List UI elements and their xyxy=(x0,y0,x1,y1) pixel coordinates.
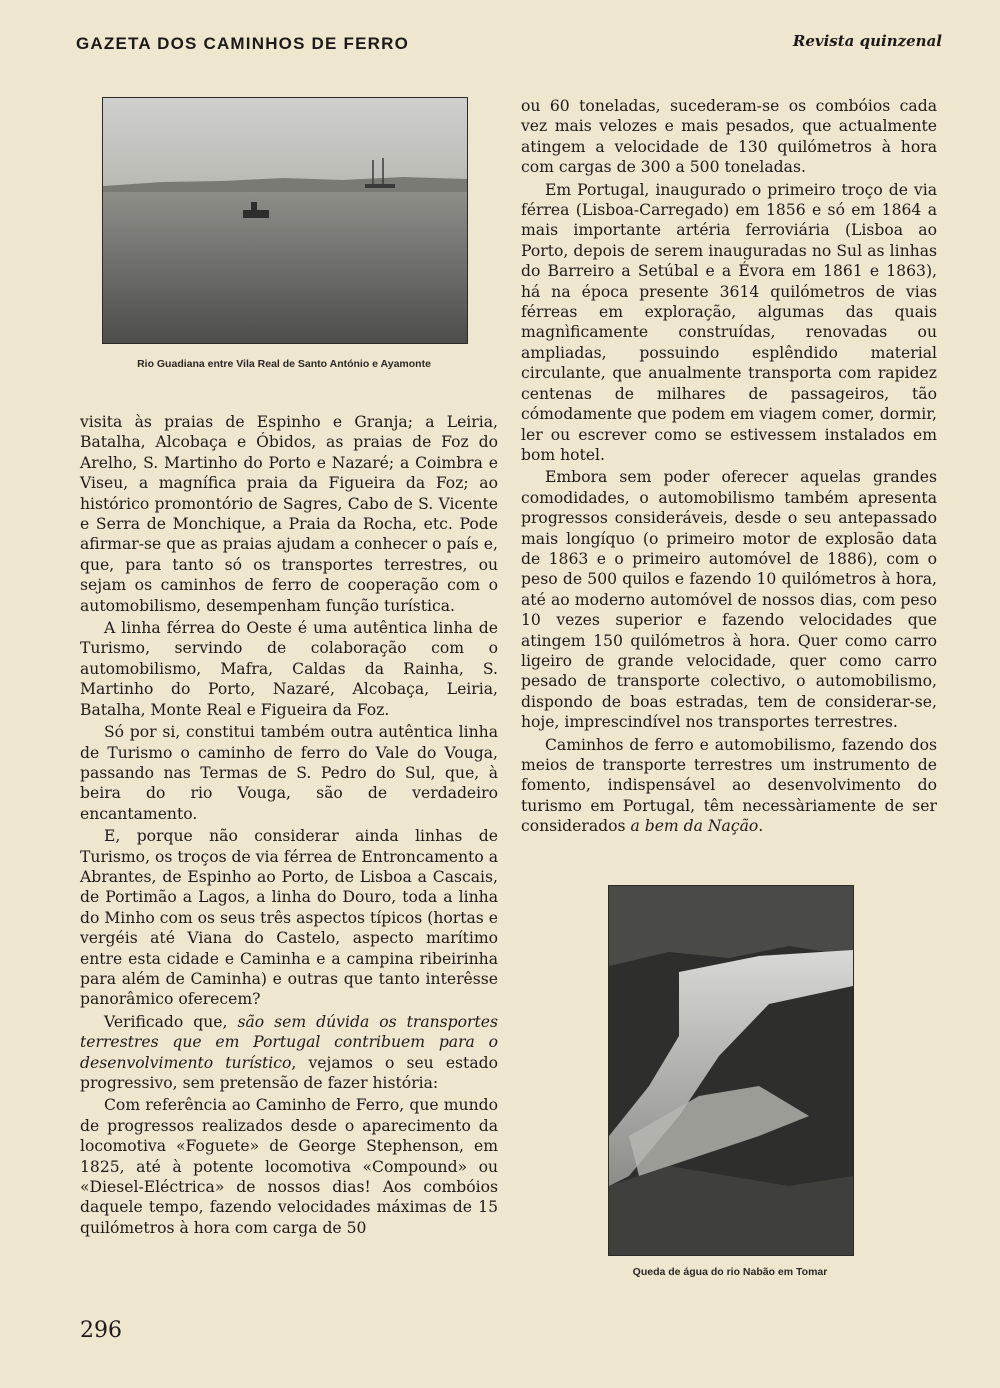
paragraph: E, porque não considerar ainda linhas de Turismo, os troços de via férrea de Entroncamento a Abrantes, de Espinho ao Porto, de Lisboa a Cascais, de Portimão a Lagos, a linha do Douro, toda a linha do Minho com os seus três aspectos típicos (hortas e vergéis até Viana do Castelo, aspecto marítimo entre esta cidade e Caminha e a campina ribeirinha para além de Caminha) e outras que tanto interêsse panorâmico oferecem? xyxy=(80,827,498,1009)
paragraph: A linha férrea do Oeste é uma autêntica linha de Turismo, servindo de colaboração com o automobilismo, Mafra, Caldas da Rainha, S. Martinho do Porto, Nazaré, Alcobaça, Leiria, Batalha, Monte Real e Figueira da Foz. xyxy=(80,619,498,719)
paragraph: visita às praias de Espinho e Granja; a Leiria, Batalha, Alcobaça e Óbidos, as praias de Foz do Arelho, S. Martinho do Porto e Nazaré; a Coimbra e Viseu, a magnífica praia da Figueira da Foz; ao histórico promontório de Sagres, Cabo de S. Vicente e Serra de Monchique, a Praia da Rocha, etc. Pode afirmar-se que as praias ajudam a conhecer o país e, que, para tanto só os transportes terrestres, ou sejam os caminhos de ferro de cooperação com o automobilismo, desempenham função turística. xyxy=(80,413,498,615)
paragraph: Com referência ao Caminho de Ferro, que mundo de progressos realizados desde o aparecimento da locomotiva «Foguete» de George Stephenson, em 1825, até à potente locomotiva «Compound» ou «Diesel-Eléctrica» de nossos dias! Aos combóios daquele tempo, fazendo velocidades máximas de 15 quilómetros à hora com carga de 50 xyxy=(80,1096,498,1237)
page-number: 296 xyxy=(80,1318,122,1343)
magazine-title: GAZETA DOS CAMINHOS DE FERRO xyxy=(76,34,409,53)
photo-caption: Queda de água do rio Nabão em Tomar xyxy=(632,1266,828,1278)
emphasis-text: são sem dúvida os transportes terrestres que em Portugal contribuem para o desenvolvimento turístico xyxy=(80,1012,498,1072)
paragraph: Só por si, constitui também outra autêntica linha de Turismo o caminho de ferro do Vale do Vouga, passando nas Termas de S. Pedro do Sul, que, à beira do rio Vouga, são de verdadeiro encantamento. xyxy=(80,723,498,823)
photo-nabao-waterfall xyxy=(608,885,854,1256)
text-run: Caminhos de ferro e automobilismo, fazendo dos meios de transporte terrestres um instrumento de fomento, indispensável ao desenvolvimento do turismo em Portugal, têm necessàriamente de ser considerados xyxy=(521,735,937,836)
paragraph: ou 60 toneladas, sucederam-se os combóios cada vez mais velozes e mais pesados, que actualmente atingem a velocidade de 130 quilómetros à hora com cargas de 300 a 500 toneladas. xyxy=(521,97,937,177)
photo-caption: Rio Guadiana entre Vila Real de Santo António e Ayamonte xyxy=(137,358,431,370)
text-run: , vejamos o seu estado progressivo, sem pretensão de fazer história: xyxy=(80,1053,498,1092)
text-column-left xyxy=(80,412,498,1238)
paragraph xyxy=(80,1012,498,1094)
text-run: Verificado que, xyxy=(104,1012,238,1031)
emphasis-text: a bem da Nação xyxy=(630,817,759,836)
paragraph xyxy=(521,735,937,837)
photo-guadiana-river xyxy=(102,97,468,344)
paragraph: Embora sem poder oferecer aquelas grandes comodidades, o automobilismo também apresenta progressos consideráveis, desde o seu antepassado mais longíquo (o primeiro motor de explosão data de 1863 e o primeiro automóvel de 1886), com o peso de 500 quilos e fazendo 10 quilómetros à hora, até ao moderno automóvel de nossos dias, com peso 10 vezes superior e fazendo velocidades que atingem 150 quilómetros à hora. Quer como carro ligeiro de grande velocidade, quer como carro pesado de transporte colectivo, o automobilismo, dispondo de boas estradas, tem de considerar-se, hoje, imprescindível nos transportes terrestres. xyxy=(521,468,937,732)
text-run: . xyxy=(758,817,764,836)
magazine-subtitle: Revista quinzenal xyxy=(792,32,942,50)
paragraph: Em Portugal, inaugurado o primeiro troço de via férrea (Lisboa-Carregado) em 1856 e só em 1864 a mais importante artéria ferroviária (Lisboa ao Porto, depois de serem inauguradas no Sul as linhas do Barreiro a Setúbal e a Évora em 1861 e 1863), há na época presente 3614 quilómetros de vias férreas em exploração, algumas das quais magnìficamente construídas, renovadas ou ampliadas, possuindo esplêndido material circulante, que anualmente transporta com rapidez centenas de milhares de passageiros, tão cómodamente que podem em viagem comer, dormir, ler ou escrever como se estivessem instalados em bom hotel. xyxy=(521,180,937,464)
text-column-right xyxy=(521,96,937,837)
